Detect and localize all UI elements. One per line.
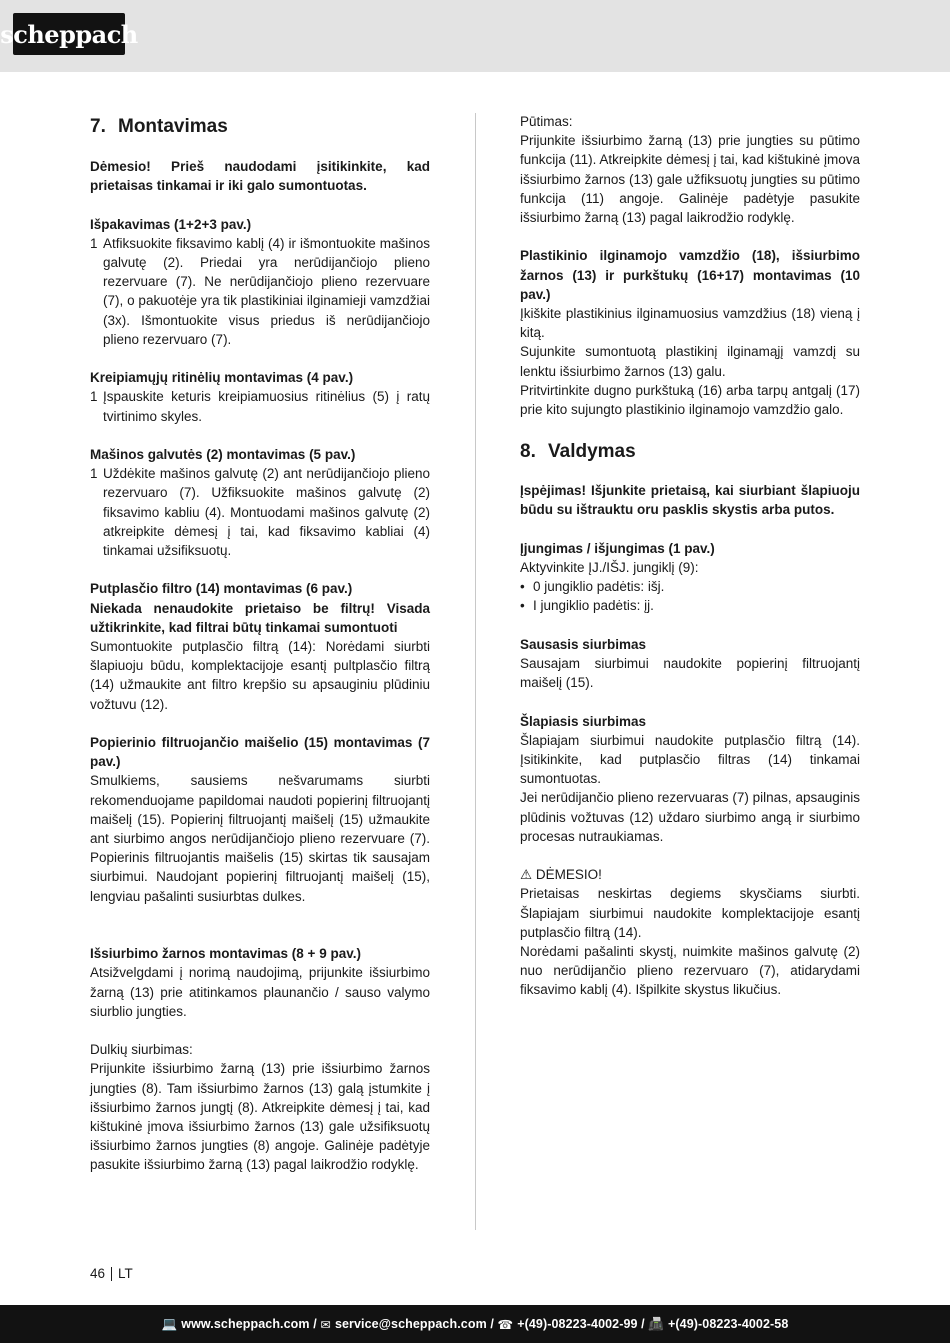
step-text: Atfiksuokite fiksavimo kablį (4) ir išmontuokite mašinos galvutę (2). Priedai yra nerūdijančiojo plieno rezervuare (7). Ne nerūdijančiojo plieno rezervuare (7), o pakuotėje yra tik plastikiniai ilginamieji vamzdžiai (3x). Išmontuokite visus priedus iš nerūdijančiojo plieno rezervuaro (7). — [103, 235, 430, 347]
right-column — [520, 112, 860, 1000]
dry-text: Sausajam siurbimui naudokite popierinį filtruojantį maišelį (15). — [520, 656, 860, 691]
section-number: 7. — [90, 116, 106, 137]
website-link[interactable]: www.scheppach.com / — [181, 1317, 317, 1331]
filter-heading: Putplasčio filtro (14) montavimas (6 pav.) — [90, 581, 353, 597]
head-heading: Mašinos galvutės (2) montavimas (5 pav.) — [90, 447, 356, 462]
scheppach-logo: scheppach — [13, 13, 125, 55]
warning-note: Įspėjimas! Išjunkite prietaisą, kai siurbiant šlapiuoju būdu su ištrauktu oru pasklis skystis arba putos. — [520, 483, 860, 518]
fax-number: +(49)-08223-4002-58 — [668, 1317, 789, 1331]
phone-icon: ☎ — [497, 1317, 514, 1332]
section-title: Montavimas — [118, 116, 228, 137]
caution-line — [520, 865, 860, 884]
unpack-heading: Išpakavimas (1+2+3 pav.) — [90, 216, 252, 232]
attention-note: Dėmesio! Prieš naudodami įsitikinkite, kad prietaisas tinkamai ir iki galo sumontuotas. — [90, 159, 430, 194]
step-number: 1 — [90, 389, 98, 405]
bullet: • — [520, 598, 525, 614]
step-number: 1 — [90, 466, 98, 482]
blow-text: Prijunkite išsiurbimo žarną (13) prie jungties su pūtimo funkcija (11). Atkreipkite dėmesį į tai, kad kištukinė įmova išsiurbimo žarnos (13) gale užfiksuotų jungties su pūtimo funkcija (11) angoje. Galinėje padėtyje pasukite išsiurbimo žarną (13) pagal laikrodžio rodyklę. — [520, 133, 860, 226]
filter-text: Sumontuokite putplasčio filtrą (14): Norėdami siurbti šlapiuoju būdu, komplektacijoje esantį pultplasčio filtrą (14) užmaukite ant filtro krepšio su apsauginiu plūdiniu vožtuvu (12). — [90, 639, 430, 712]
bullet-text: 0 jungiklio padėtis: išj. — [533, 579, 665, 595]
onoff-text: Aktyvinkite ĮJ./IŠJ. jungiklį (9): — [520, 560, 699, 576]
caution-label: DĖMESIO! — [535, 867, 602, 883]
top-bar — [0, 0, 950, 72]
column-divider — [475, 113, 476, 1230]
tubes-heading: Plastikinio ilginamojo vamzdžio (18), išsiurbimo žarnos (13) ir purkštukų (16+17) montavimas (10 pav.) — [520, 248, 860, 302]
head-step — [90, 464, 430, 560]
fax-icon: 📠 — [648, 1316, 664, 1331]
page-number: 46 — [90, 1266, 106, 1281]
tubes-text-1: Įkiškite plastikinius ilginamuosius vamzdžius (18) vieną į kitą. — [520, 306, 860, 341]
section-title: Valdymas — [548, 441, 636, 463]
unpack-step — [90, 234, 430, 349]
tubes-text-3: Pritvirtinkite dugno purkštuką (16) arba tarpų antgalį (17) prie kito sujungto plastikinio ilginamojo vamzdžio galo. — [520, 382, 860, 418]
caution-text-2: Norėdami pašalinti skystį, nuimkite mašinos galvutę (2) nuo nerūdijančio plieno rezervuaro (7), atidarydami fiksavimo kablį (4). Išpilkite skystus likučius. — [520, 944, 860, 998]
rollers-heading: Kreipiamųjų ritinėlių montavimas (4 pav.) — [90, 370, 354, 386]
bag-text: Smulkiems, sausiems nešvarumams siurbti rekomenduojame papildomai naudoti popierinį filtruojantį maišelį (15). Popierinį filtruojantį maišelį (15) užmaukite ant siurbimo angos nerūdijančiojo plieno rezervuare (7). Popierinis filtruojantis maišelis (15) skirtas tik sausajam siurbimui. Naudojant popierinį filtruojantį maišelį (15), lengviau pašalinti susiurbtas dulkes. — [90, 773, 430, 904]
bag-heading: Popierinio filtruojančio maišelio (15) montavimas (7 pav.) — [90, 735, 430, 770]
wet-heading: Šlapiasis siurbimas — [520, 713, 647, 729]
list-item — [520, 577, 860, 596]
language-code: LT — [118, 1266, 133, 1281]
page-footer — [90, 1266, 133, 1281]
step-text: Įspauskite keturis kreipiamuosius ritinėlius (5) į ratų tvirtinimo skyles. — [103, 389, 430, 424]
hose-heading: Išsiurbimo žarnos montavimas (8 + 9 pav.) — [90, 946, 361, 962]
email-link[interactable]: service@scheppach.com / — [334, 1317, 494, 1331]
section-heading-montavimas — [90, 116, 430, 138]
hose-text: Atsižvelgdami į norimą naudojimą, prijunkite išsiurbimo žarną (13) prie atitinkamos plaunančio / sauso valymo siurblio jungties. — [90, 965, 430, 1019]
section-heading-valdymas — [520, 441, 860, 463]
step-text: Uždėkite mašinos galvutę (2) ant nerūdijančiojo plieno rezervuaro (7). Užfiksuokite mašinos galvutę (2) fiksavimo kabliu (4). Montuodami mašinos galvutę (2) atkreipkite dėmesį į tai, kad fiksavimo kabliai (4) tinkamai užsifiksuotų. — [103, 466, 430, 559]
left-column — [90, 112, 430, 1175]
dust-text: Prijunkite išsiurbimo žarną (13) prie išsiurbimo žarnos jungties (8). Tam išsiurbimo žarnos (13) galą įstumkite į išsiurbimo žarnos jungtį (8). Atkreipkite dėmesį į tai, kad kištukinė įmova išsiurbimo žarnos (13) gale užsifiksuotų išsiurbimo žarnos jungties (8) angoje. Galinėje padėtyje pasukite išsiurbimo žarną (13) pagal laikrodžio rodyklę. — [90, 1061, 430, 1173]
wet-text-2: Jei nerūdijančio plieno rezervuaras (7) pilnas, apsauginis plūdinis vožtuvas (12) uždaro siurbimo angą ir siurbimo procesas nutraukiamas. — [520, 790, 860, 844]
dry-heading: Sausasis siurbimas — [520, 636, 647, 652]
dust-label: Dulkių siurbimas: — [90, 1042, 193, 1058]
section-number: 8. — [520, 441, 536, 463]
list-item — [520, 596, 860, 615]
bullet: • — [520, 579, 525, 595]
bullet-text: I jungiklio padėtis: įj. — [533, 598, 654, 614]
blow-label: Pūtimas: — [520, 114, 573, 129]
mail-icon: ✉ — [320, 1317, 331, 1332]
phone-number: +(49)-08223-4002-99 / — [517, 1317, 645, 1331]
caution-text-1: Prietaisas neskirtas degiems skysčiams siurbti. Šlapiajam siurbimui naudokite komplektacijoje esantį putplasčio filtrą (14). — [520, 886, 860, 940]
step-number: 1 — [90, 235, 98, 251]
computer-icon: 💻 — [161, 1316, 178, 1331]
rollers-step — [90, 387, 430, 425]
tubes-text-2: Sujunkite sumontuotą plastikinį ilginamąjį vamzdį su lenktu išsiurbimo žarnos (13) galu. — [520, 344, 860, 379]
footer-separator — [111, 1267, 112, 1281]
wet-text-1: Šlapiajam siurbimui naudokite putplasčio filtrą (14). Įsitikinkite, kad putplasčio filtras (14) tinkamai sumontuotas. — [520, 732, 860, 787]
contact-bar — [0, 1305, 950, 1343]
warning-triangle-icon: ⚠ — [520, 867, 533, 883]
onoff-heading: Įjungimas / išjungimas (1 pav.) — [520, 540, 715, 556]
filter-warning: Niekada nenaudokite prietaiso be filtrų! Visada užtikrinkite, kad filtrai būtų tinkamai sumontuoti — [90, 600, 430, 635]
